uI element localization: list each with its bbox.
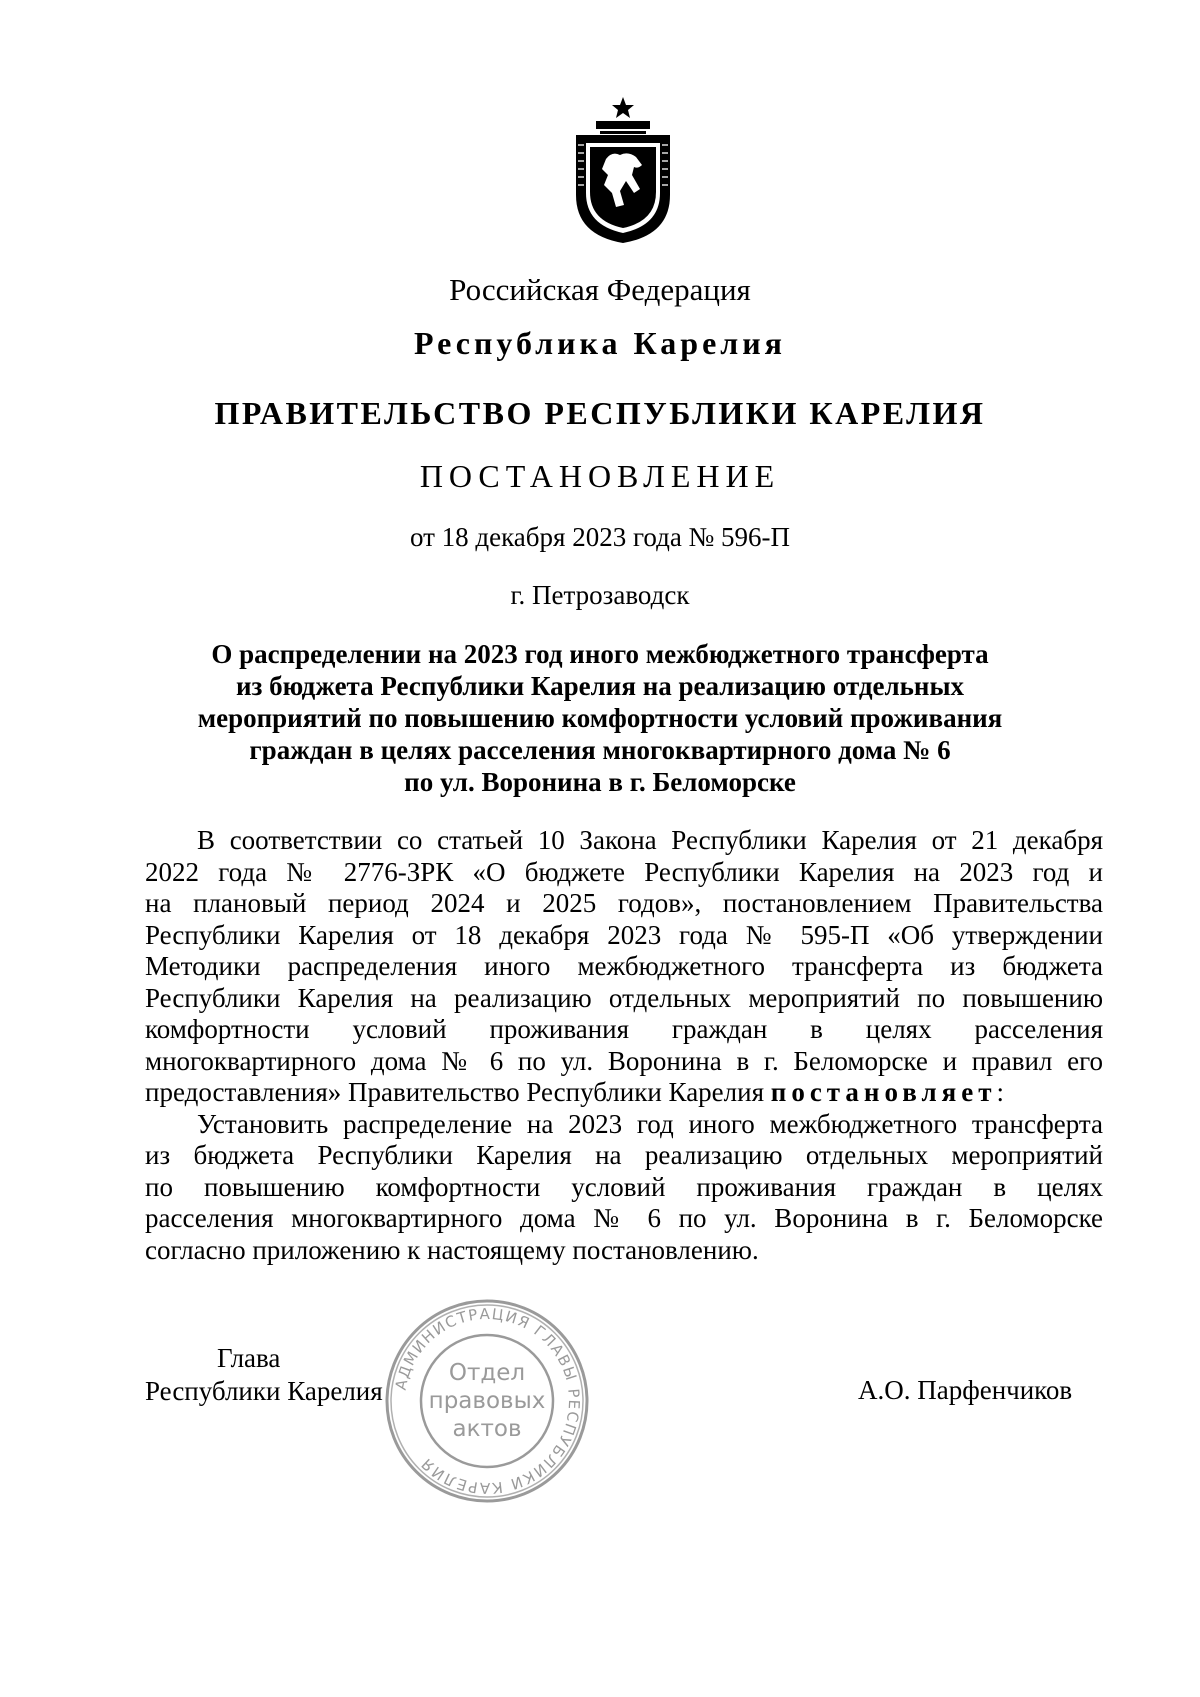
body-line: 2022 года № 2776-ЗРК «О бюджете Республики Карелия на 2023 год и (145, 856, 1103, 887)
official-stamp (382, 1296, 592, 1506)
document-body (145, 825, 1103, 1266)
resolution-verb: постановляет (770, 1077, 997, 1107)
signer-name: А.О. Парфенчиков (858, 1375, 1073, 1405)
title-line: граждан в целях расселения многоквартирного дома № 6 (249, 735, 951, 765)
signer-position-line: Глава (217, 1343, 281, 1373)
body-line: В соответствии со статьей 10 Закона Республики Карелия от 21 декабря (197, 825, 1103, 855)
body-line: многоквартирного дома № 6 по ул. Воронина в г. Беломорске и правил его (145, 1045, 1103, 1076)
document-number: от 18 декабря 2023 года № 596-П (409, 522, 791, 552)
title-line: О распределении на 2023 год иного межбюджетного трансферта (211, 639, 989, 669)
document-type: ПОСТАНОВЛЕНИЕ (419, 458, 781, 494)
government-name: ПРАВИТЕЛЬСТВО РЕСПУБЛИКИ КАРЕЛИЯ (214, 395, 986, 431)
body-line: Методики распределения иного межбюджетного трансферта из бюджета (145, 951, 1103, 981)
body-line: по повышению комфортности условий проживания граждан в целях (145, 1171, 1103, 1202)
title-line: мероприятий по повышению комфортности условий проживания (197, 703, 1003, 733)
body-line: на плановый период 2024 и 2025 годов», постановлением Правительства (145, 888, 1103, 918)
body-text: : (996, 1077, 1005, 1107)
svg-text:АДМИНИСТРАЦИЯ ГЛАВЫ РЕСПУБЛИКИ: АДМИНИСТРАЦИЯ ГЛАВЫ РЕСПУБЛИКИ КАРЕЛИЯ (391, 1304, 584, 1498)
body-line: согласно приложению к настоящему постановлению. (145, 1234, 759, 1265)
body-line: расселения многоквартирного дома № 6 по ул. Воронина в г. Беломорске (145, 1203, 1103, 1233)
document-city: г. Петрозаводск (510, 580, 690, 610)
svg-text:Отдел: Отдел (448, 1360, 526, 1386)
title-line: по ул. Воронина в г. Беломорске (404, 767, 796, 797)
body-line: из бюджета Республики Карелия на реализацию отдельных мероприятий (145, 1140, 1103, 1170)
body-line: Республики Карелия от 18 декабря 2023 года № 595-П «Об утверждении (145, 919, 1103, 950)
country-name: Российская Федерация (449, 272, 751, 307)
body-line (145, 1077, 1103, 1109)
body-text: предоставления» Правительство Республики Карелия (145, 1077, 771, 1107)
svg-text:актов: актов (452, 1416, 522, 1442)
body-line: Установить распределение на 2023 год иного межбюджетного трансферта (197, 1108, 1103, 1139)
svg-text:правовых: правовых (428, 1388, 546, 1414)
body-line: Республики Карелия на реализацию отдельных мероприятий по повышению (145, 982, 1103, 1013)
title-line: из бюджета Республики Карелия на реализацию отдельных (235, 671, 965, 701)
signer-position (145, 1342, 383, 1408)
body-line: комфортности условий проживания граждан в целях расселения (145, 1014, 1103, 1044)
signer-position-line: Республики Карелия (145, 1376, 383, 1406)
coat-of-arms-icon (568, 95, 678, 245)
republic-name: Республика Карелия (414, 325, 786, 361)
document-title (190, 638, 1010, 798)
